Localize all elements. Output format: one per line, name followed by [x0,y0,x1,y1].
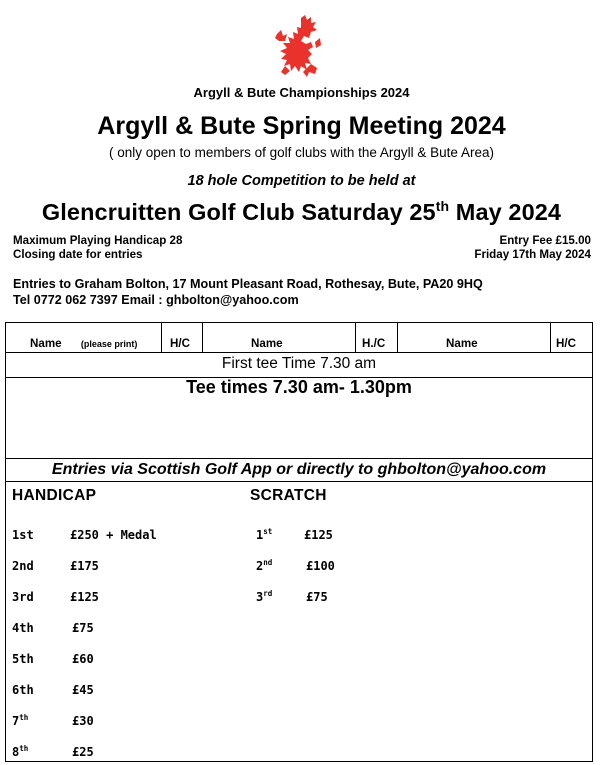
handicap-place: 8th [12,744,29,759]
handicap-amount: £45 [72,683,94,697]
eligibility-note: ( only open to members of golf clubs with the Argyll & Bute Area) [109,145,494,160]
entries-divider [6,481,592,482]
column-divider [355,323,356,352]
venue-end-text: May 2024 [449,199,562,225]
column-divider [397,323,398,352]
tee-times-range: Tee times 7.30 am- 1.30pm [186,377,412,397]
entry-form-box [5,322,593,762]
entries-address: Entries to Graham Bolton, 17 Mount Pleasant Road, Rothesay, Bute, PA20 9HQ [13,277,483,291]
column-header-handicap: H/C [556,337,576,350]
venue-main-text: Glencruitten Golf Club Saturday 25 [41,199,436,225]
handicap-amount: £125 [70,590,99,604]
scratch-amount: £125 [304,528,333,542]
column-header-handicap: H./C [362,337,386,350]
handicap-amount: £250 + Medal [70,528,157,542]
lion-rampant-icon [271,14,323,80]
column-divider [202,323,203,352]
tee-times-divider [6,458,592,459]
column-divider [161,323,162,352]
scratch-place: 2nd [256,558,273,573]
first-tee-time: First tee Time 7.30 am [221,355,377,372]
handicap-place: 2nd [12,559,34,573]
column-header-handicap: H/C [170,337,190,350]
venue-date-heading [0,199,603,226]
header-row-divider [6,352,592,353]
date-ordinal-suffix: th [435,198,450,215]
handicap-place: 3rd [12,590,34,604]
column-header-name: Name (please print) [30,337,138,350]
handicap-place: 1st [12,528,34,542]
scratch-amount: £100 [306,559,335,573]
handicap-place: 5th [12,652,34,666]
page-title: Argyll & Bute Spring Meeting 2024 [97,112,506,140]
column-header-name: Name [251,337,283,350]
column-divider [550,323,551,352]
handicap-amount: £175 [70,559,99,573]
handicap-place: 4th [12,621,34,635]
entry-fee-text: Entry Fee £15.00 [499,234,591,247]
scratch-place: 1st [256,527,273,542]
please-print-note: (please print) [80,339,138,349]
scratch-heading: SCRATCH [250,487,327,504]
scratch-place: 3rd [256,589,273,604]
handicap-place: 6th [12,683,34,697]
handicap-heading: HANDICAP [12,487,97,504]
closing-label: Closing date for entries [13,248,143,261]
column-header-name: Name [446,337,478,350]
entries-via-note: Entries via Scottish Golf App or directly to ghbolton@yahoo.com [51,461,547,478]
scratch-amount: £75 [306,590,328,604]
championship-heading: Argyll & Bute Championships 2024 [193,85,410,100]
handicap-amount: £75 [72,621,94,635]
competition-format: 18 hole Competition to be held at [187,173,416,189]
contact-tel-email: Tel 0772 062 7397 Email : ghbolton@yahoo.com [13,293,299,307]
handicap-amount: £25 [72,745,94,759]
handicap-amount: £30 [72,714,94,728]
handicap-amount: £60 [72,652,94,666]
max-handicap-text: Maximum Playing Handicap 28 [13,234,183,247]
handicap-place: 7th [12,713,29,728]
closing-date-text: Friday 17th May 2024 [474,248,591,261]
